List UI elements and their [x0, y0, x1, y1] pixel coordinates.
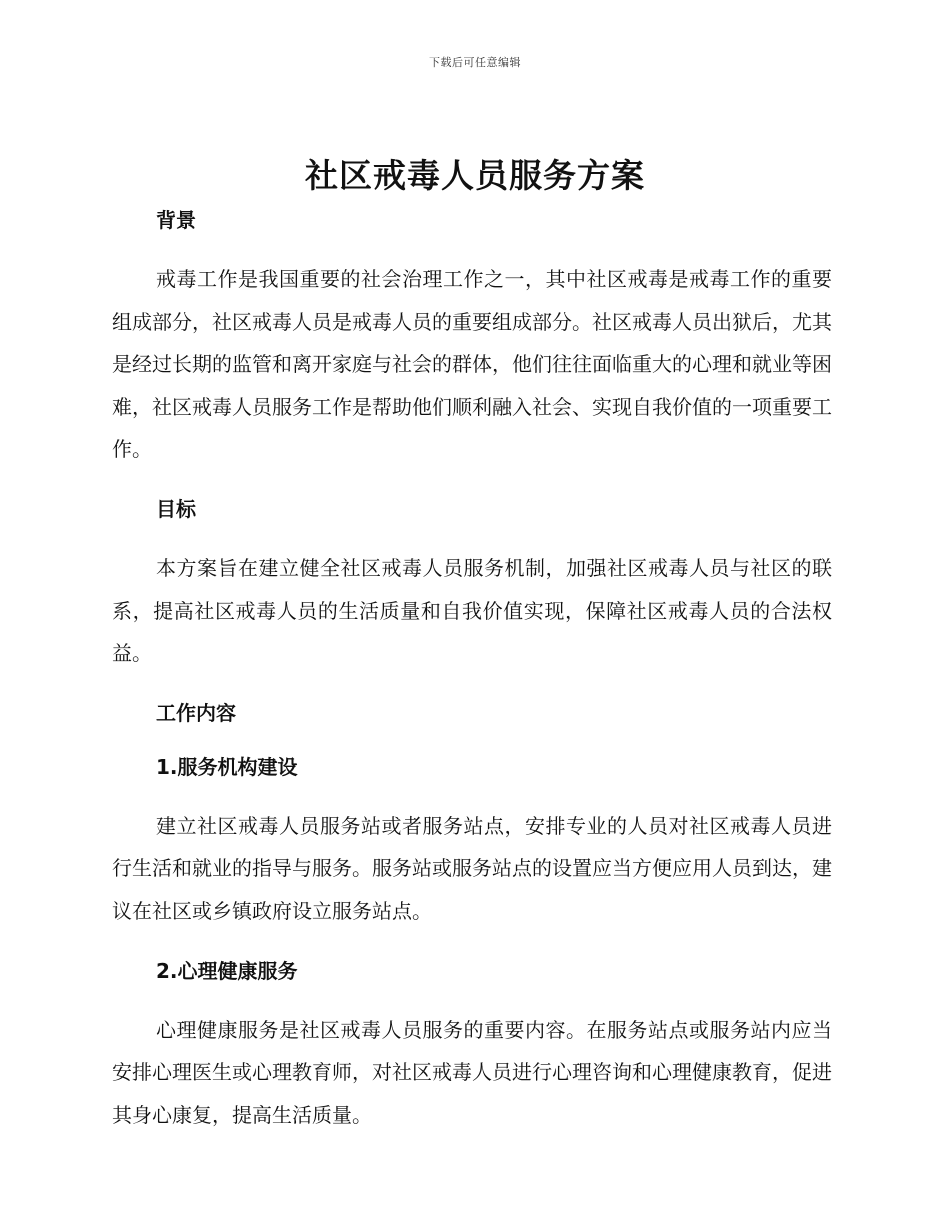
heading-background: 背景 — [156, 208, 196, 232]
paragraph-background: 戒毒工作是我国重要的社会治理工作之一，其中社区戒毒是戒毒工作的重要组成部分，社区戒毒人员是戒毒人员的重要组成部分。社区戒毒人员出狱后，尤其是经过长期的监管和离开家庭与社会的群体，他们往往面临重大的心理和就业等困难，社区戒毒人员服务工作是帮助他们顺利融入社会、实现自我价值的一项重要工作。 — [112, 267, 832, 462]
heading-goal: 目标 — [156, 496, 196, 521]
heading-work-content: 工作内容 — [156, 700, 236, 725]
heading-item-2: 2.心理健康服务 — [156, 958, 298, 983]
paragraph-goal: 本方案旨在建立健全社区戒毒人员服务机制，加强社区戒毒人员与社区的联系，提高社区戒毒人员的生活质量和自我价值实现，保障社区戒毒人员的合法权益。 — [112, 555, 832, 666]
heading-item-1: 1.服务机构建设 — [156, 754, 298, 779]
paragraph-item-1: 建立社区戒毒人员服务站或者服务站点，安排专业的人员对社区戒毒人员进行生活和就业的指导与服务。服务站或服务站点的设置应当方便应用人员到达，建议在社区或乡镇政府设立服务站点。 — [112, 813, 832, 923]
paragraph-item-2: 心理健康服务是社区戒毒人员服务的重要内容。在服务站点或服务站内应当安排心理医生或心理教育师，对社区戒毒人员进行心理咨询和心理健康教育，促进其身心康复，提高生活质量。 — [112, 1017, 832, 1127]
header-note: 下载后可任意编辑 — [429, 56, 521, 69]
document-body — [112, 204, 832, 1136]
document-title: 社区戒毒人员服务方案 — [305, 156, 645, 195]
